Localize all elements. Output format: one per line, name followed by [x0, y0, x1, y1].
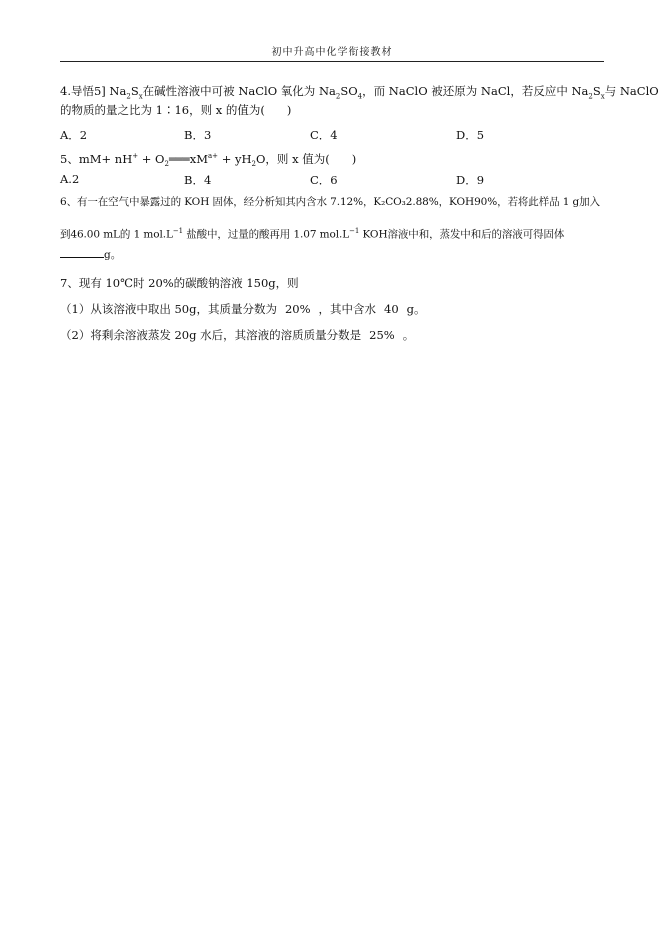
answer-blank — [60, 247, 104, 258]
q7-answer-fraction: 20% — [284, 302, 311, 316]
q4-line1: 4.导悟5] $Na_2S_x$在碱性溶液中可被 NaClO 氧化为 $Na_2SO_4$，而 NaClO 被还原为 NaCl，若反应中 $Na_2S_x$与 NaClO — [60, 84, 659, 101]
q4-line2: 的物质的量之比为 1∶16，则 x 的值为( ) — [60, 103, 292, 117]
q6-line1: 6、有一在空气中暴露过的 KOH 固体，经分析知其内含水 7.12%，K₂CO₃2.88%，KOH90%，若将此样品 1 g加入 — [60, 196, 600, 208]
q5-equation: 5、$mM+ nH^+ + O_2═══xM^{a+} + yH_2O$，则 x 值为( ) — [60, 151, 357, 169]
header-rule — [60, 61, 604, 62]
q7-answer-concentration: 25% — [369, 328, 395, 342]
q5-option-c: C．6 — [310, 173, 338, 187]
q5-option-b: B．4 — [184, 173, 212, 187]
q5-option-a: A.2 — [60, 172, 80, 186]
q4-option-c: C．4 — [310, 128, 338, 142]
q4-option-d: D．5 — [456, 128, 485, 142]
q5-option-d: D．9 — [456, 173, 485, 187]
q4-option-b: B．3 — [184, 128, 212, 142]
q7-stem: 7、现有 10℃时 20%的碳酸钠溶液 150g，则 — [60, 276, 299, 290]
q6-line2: 到46.00 mL的 1 $mol.L^{-1}$ 盐酸中，过量的酸再用 1.07 $mol.L^{-1}$ KOH溶液中和，蒸发中和后的溶液可得固体 — [60, 227, 565, 241]
q7-part1: （1）从该溶液中取出 50g，其质量分数为 20% ，其中含水 40 g。 — [60, 302, 426, 316]
q4-option-a: A．2 — [60, 128, 88, 142]
q7-part2: （2）将剩余溶液蒸发 20g 水后，其溶液的溶质质量分数是 25% 。 — [60, 328, 415, 342]
q7-answer-water: 40 — [384, 302, 399, 316]
q6-line3: g。 — [60, 247, 121, 262]
page-header: 初中升高中化学衔接教材 — [271, 47, 393, 58]
